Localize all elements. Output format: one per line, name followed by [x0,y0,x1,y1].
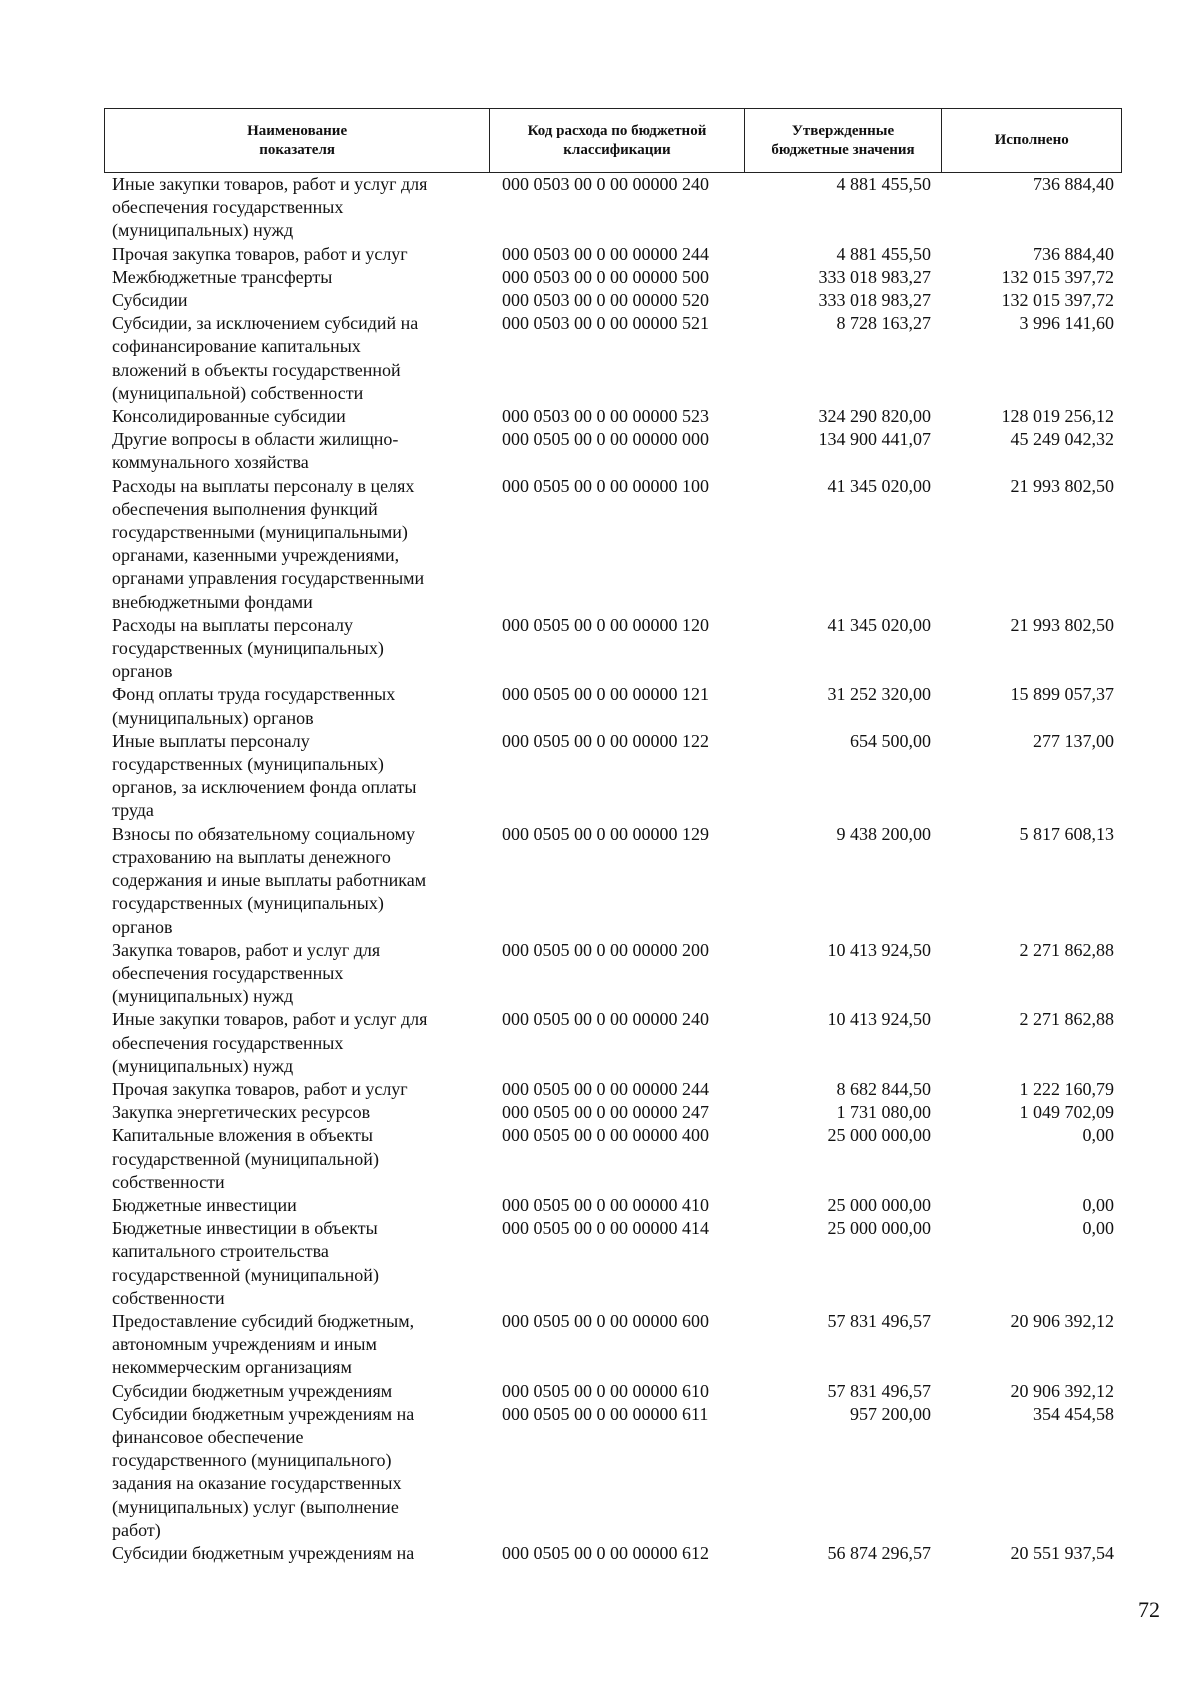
row-name: Закупка энергетических ресурсов [112,1102,371,1123]
row-name: Субсидии бюджетным учреждениям [112,1380,393,1401]
row-code: 000 0505 00 0 00 00000 410 [502,1194,709,1215]
row-executed: 2 271 862,88 [1019,1009,1114,1030]
row-name: Взносы по обязательному социальному страхованию на выплаты денежного содержания и иные выплаты работникам государственных (муниципальных) органов [112,823,427,937]
row-executed: 132 015 397,72 [1001,290,1114,311]
row-executed: 2 271 862,88 [1019,939,1114,960]
row-executed: 45 249 042,32 [1010,429,1114,450]
table-row [104,1310,1122,1380]
row-approved: 56 874 296,57 [827,1542,931,1563]
table-row [104,475,1122,614]
row-code: 000 0505 00 0 00 00000 244 [502,1078,709,1099]
table-row [104,428,1122,474]
row-name: Консолидированные субсидии [112,406,346,427]
row-executed: 5 817 608,13 [1019,823,1114,844]
row-name: Бюджетные инвестиции [112,1194,297,1215]
table-body [104,173,1122,1565]
row-code: 000 0505 00 0 00 00000 400 [502,1125,709,1146]
row-name: Прочая закупка товаров, работ и услуг [112,243,408,264]
row-approved: 25 000 000,00 [827,1218,931,1239]
row-executed: 736 884,40 [1033,174,1114,194]
row-code: 000 0505 00 0 00 00000 129 [502,823,709,844]
table-row [104,823,1122,939]
row-name: Закупка товаров, работ и услуг для обеспечения государственных (муниципальных) нужд [112,939,381,1007]
row-approved: 333 018 983,27 [818,290,931,311]
row-executed: 128 019 256,12 [1001,406,1114,427]
row-approved: 10 413 924,50 [827,1009,931,1030]
row-code: 000 0503 00 0 00 00000 240 [502,174,709,194]
row-executed: 132 015 397,72 [1001,266,1114,287]
table-row [104,939,1122,1009]
row-code: 000 0505 00 0 00 00000 240 [502,1009,709,1030]
table-row [104,312,1122,405]
row-executed: 354 454,58 [1033,1403,1114,1424]
row-approved: 1 731 080,00 [836,1102,931,1123]
row-approved: 8 682 844,50 [836,1078,931,1099]
table-row [104,173,1122,243]
table-row [104,1542,1122,1565]
row-approved: 9 438 200,00 [836,823,931,844]
row-approved: 57 831 496,57 [827,1310,931,1331]
row-approved: 324 290 820,00 [818,406,931,427]
row-approved: 41 345 020,00 [827,614,931,635]
row-name: Расходы на выплаты персоналу в целях обеспечения выполнения функций государственными (муниципальными) органами, казенными учреждениями, органами управления государственными внебюджетными фондами [112,475,425,612]
table-row [104,1008,1122,1078]
row-code: 000 0505 00 0 00 00000 414 [502,1218,709,1239]
row-name: Иные выплаты персоналу государственных (муниципальных) органов, за исключением фонда оплаты труда [112,730,417,821]
table-row [104,266,1122,289]
row-name: Другие вопросы в области жилищно- коммунального хозяйства [112,429,399,473]
row-approved: 333 018 983,27 [818,266,931,287]
header-executed: Исполнено [994,132,1069,148]
row-code: 000 0505 00 0 00 00000 600 [502,1310,709,1331]
row-executed: 20 906 392,12 [1010,1310,1114,1331]
row-executed: 1 222 160,79 [1019,1078,1114,1099]
row-executed: 277 137,00 [1033,730,1114,751]
row-executed: 0,00 [1082,1194,1114,1215]
row-code: 000 0505 00 0 00 00000 247 [502,1102,709,1123]
table-row [104,1194,1122,1217]
table-row [104,683,1122,729]
row-approved: 4 881 455,50 [836,243,931,264]
row-executed: 20 551 937,54 [1010,1542,1114,1563]
row-executed: 736 884,40 [1033,243,1114,264]
table-row [104,289,1122,312]
row-code: 000 0503 00 0 00 00000 500 [502,266,709,287]
row-code: 000 0505 00 0 00 00000 000 [502,429,709,450]
row-name: Фонд оплаты труда государственных (муниципальных) органов [112,684,396,728]
header-approved: Утвержденные бюджетные значения [745,109,943,172]
header-name: Наименование показателя [105,109,490,172]
table-row [104,1380,1122,1403]
row-executed: 15 899 057,37 [1010,684,1114,705]
row-code: 000 0505 00 0 00 00000 200 [502,939,709,960]
row-name: Иные закупки товаров, работ и услуг для обеспечения государственных (муниципальных) нужд [112,174,428,241]
row-approved: 134 900 441,07 [818,429,931,450]
row-executed: 20 906 392,12 [1010,1380,1114,1401]
table-row [104,1101,1122,1124]
row-name: Межбюджетные трансферты [112,266,333,287]
row-name: Предоставление субсидий бюджетным, автономным учреждениям и иным некоммерческим организациям [112,1310,415,1378]
row-approved: 10 413 924,50 [827,939,931,960]
table-row [104,243,1122,266]
row-code: 000 0503 00 0 00 00000 521 [502,313,709,334]
row-executed: 21 993 802,50 [1010,614,1114,635]
row-name: Субсидии бюджетным учреждениям на финансовое обеспечение государственного (муниципального) задания на оказание государственных (муниципальных) услуг (выполнение работ) [112,1403,415,1540]
table-row [104,1078,1122,1101]
table-header [104,108,1122,173]
row-code: 000 0503 00 0 00 00000 523 [502,406,709,427]
table-row [104,405,1122,428]
row-approved: 41 345 020,00 [827,475,931,496]
row-approved: 654 500,00 [850,730,931,751]
row-code: 000 0503 00 0 00 00000 244 [502,243,709,264]
row-approved: 8 728 163,27 [836,313,931,334]
row-name: Субсидии бюджетным учреждениям на [112,1542,415,1563]
row-approved: 57 831 496,57 [827,1380,931,1401]
page-number: 72 [1138,1597,1160,1622]
row-executed: 3 996 141,60 [1019,313,1114,334]
header-code: Код расхода по бюджетной классификации [490,109,745,172]
row-code: 000 0505 00 0 00 00000 100 [502,475,709,496]
table-row [104,1403,1122,1542]
row-executed: 0,00 [1082,1125,1114,1146]
row-executed: 0,00 [1082,1218,1114,1239]
row-code: 000 0505 00 0 00 00000 610 [502,1380,709,1401]
row-approved: 4 881 455,50 [836,174,931,194]
row-approved: 31 252 320,00 [827,684,931,705]
row-name: Субсидии, за исключением субсидий на софинансирование капитальных вложений в объекты государственной (муниципальной) собственности [112,313,419,403]
row-name: Прочая закупка товаров, работ и услуг [112,1078,408,1099]
row-executed: 21 993 802,50 [1010,475,1114,496]
row-name: Расходы на выплаты персоналу государственных (муниципальных) органов [112,614,384,682]
row-code: 000 0503 00 0 00 00000 520 [502,290,709,311]
row-code: 000 0505 00 0 00 00000 612 [502,1542,709,1563]
table-row [104,614,1122,684]
row-approved: 25 000 000,00 [827,1194,931,1215]
table-row [104,1217,1122,1310]
row-name: Капитальные вложения в объекты государственной (муниципальной) собственности [112,1125,379,1192]
row-name: Субсидии [112,290,188,311]
row-approved: 25 000 000,00 [827,1125,931,1146]
row-name: Бюджетные инвестиции в объекты капитального строительства государственной (муниципальной) собственности [112,1218,379,1308]
table-row [104,730,1122,823]
row-code: 000 0505 00 0 00 00000 120 [502,614,709,635]
row-approved: 957 200,00 [850,1403,931,1424]
table-row [104,1124,1122,1194]
row-executed: 1 049 702,09 [1019,1102,1114,1123]
row-name: Иные закупки товаров, работ и услуг для обеспечения государственных (муниципальных) нужд [112,1009,428,1076]
row-code: 000 0505 00 0 00 00000 611 [502,1403,709,1424]
row-code: 000 0505 00 0 00 00000 121 [502,684,709,705]
row-code: 000 0505 00 0 00 00000 122 [502,730,709,751]
